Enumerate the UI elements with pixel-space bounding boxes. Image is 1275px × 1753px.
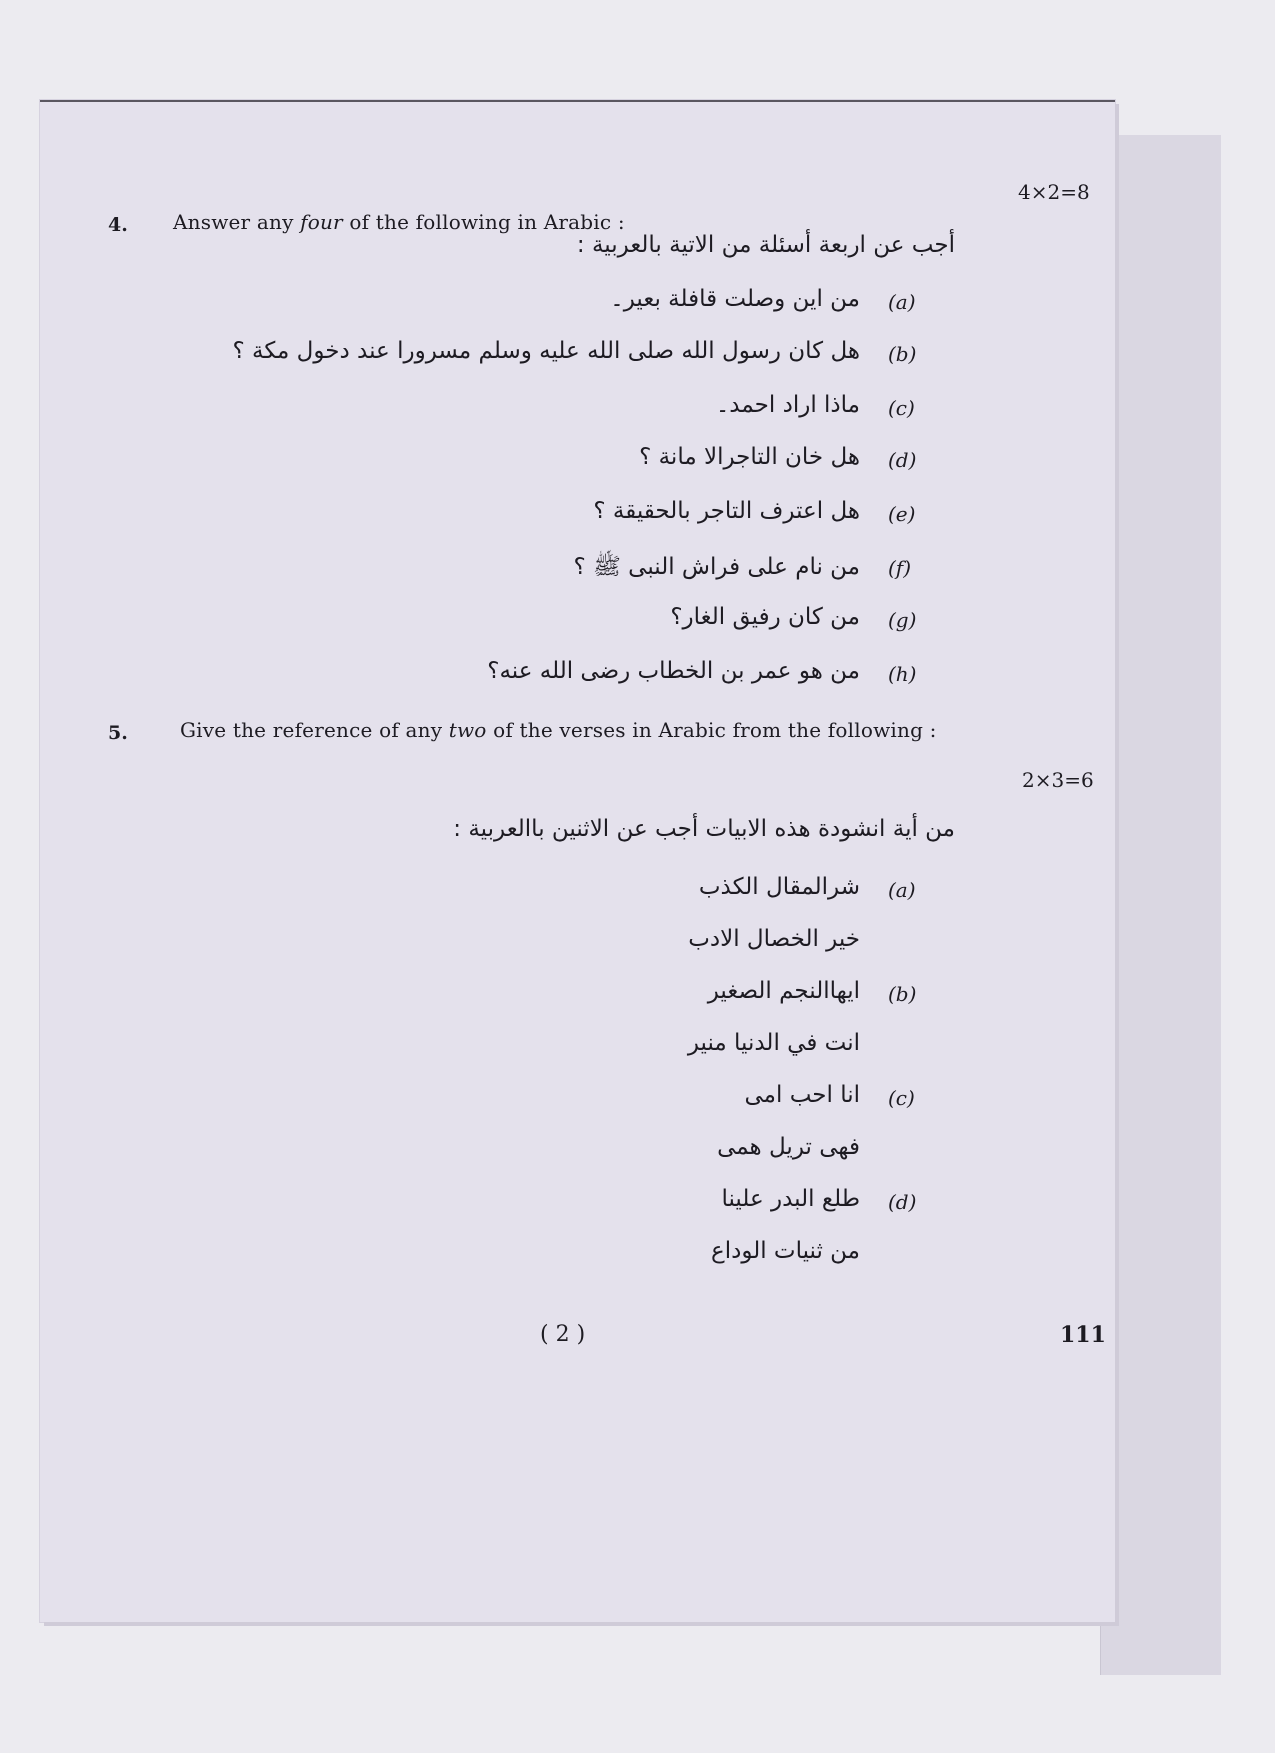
q4-instruction: Answer any four of the following in Arabic : [173, 210, 625, 234]
q4-item-d-label: (d) [888, 448, 917, 472]
q4-item-h-text: من هو عمر بن الخطاب رضى الله عنه؟ [487, 658, 860, 684]
q4-item-b-label: (b) [888, 342, 917, 366]
q4-item-e-text: هل اعترف التاجر بالحقيقة ؟ [593, 498, 860, 524]
page-number: ( 2 ) [540, 1322, 586, 1347]
q5-instruction: Give the reference of any two of the verses in Arabic from the following : [180, 718, 937, 742]
q5-item-b-line1: ايهاالنجم الصغير [707, 978, 860, 1004]
q4-item-d-text: هل خان التاجرالا مانة ؟ [639, 444, 860, 470]
q4-marks: 4×2=8 [1018, 180, 1090, 204]
q5-item-d-label: (d) [888, 1190, 917, 1214]
q5-item-b-label: (b) [888, 982, 917, 1006]
q4-item-e-label: (e) [888, 502, 916, 526]
q4-item-g-label: (g) [888, 608, 917, 632]
q5-item-a-line1: شرالمقال الكذب [698, 874, 860, 900]
q4-item-a-label: (a) [888, 290, 916, 314]
q4-number: 4. [108, 214, 128, 236]
q4-item-a-text: من اين وصلت قافلة بعير۔ [610, 286, 860, 312]
q5-arabic-instruction: من أية انشودة هذه الابيات أجب عن الاثنين باالعربية : [453, 816, 955, 842]
q5-marks: 2×3=6 [1022, 768, 1094, 792]
q5-item-d-line2: من ثنيات الوداع [710, 1238, 860, 1264]
underlying-sheet [1100, 135, 1221, 1675]
q4-item-b-text: هل كان رسول الله صلى الله عليه وسلم مسرورا عند دخول مكة ؟ [232, 338, 860, 364]
q5-item-c-line2: فهى تريل همى [717, 1134, 860, 1160]
q5-item-a-line2: خير الخصال الادب [688, 926, 860, 952]
q5-number: 5. [108, 722, 128, 744]
q4-item-f-label: (f) [888, 556, 912, 580]
paper-code: 111 [1060, 1322, 1106, 1348]
q5-item-d-line1: طلع البدر علينا [721, 1186, 860, 1212]
q4-arabic-instruction: أجب عن اربعة أسئلة من الاتية بالعربية : [576, 232, 955, 258]
q4-item-c-text: ماذا اراد احمد۔ [715, 392, 860, 418]
q4-item-c-label: (c) [888, 396, 915, 420]
q4-item-g-text: من كان رفيق الغار؟ [670, 604, 860, 630]
q5-item-c-label: (c) [888, 1086, 915, 1110]
q4-item-h-label: (h) [888, 662, 917, 686]
q5-item-b-line2: انت في الدنيا منير [687, 1030, 860, 1056]
q5-item-a-label: (a) [888, 878, 916, 902]
exam-page [40, 100, 1115, 1622]
q5-item-c-line1: انا احب امى [744, 1082, 860, 1108]
q4-item-f-text: من نام على فراش النبى ﷺ ؟ [573, 554, 860, 580]
